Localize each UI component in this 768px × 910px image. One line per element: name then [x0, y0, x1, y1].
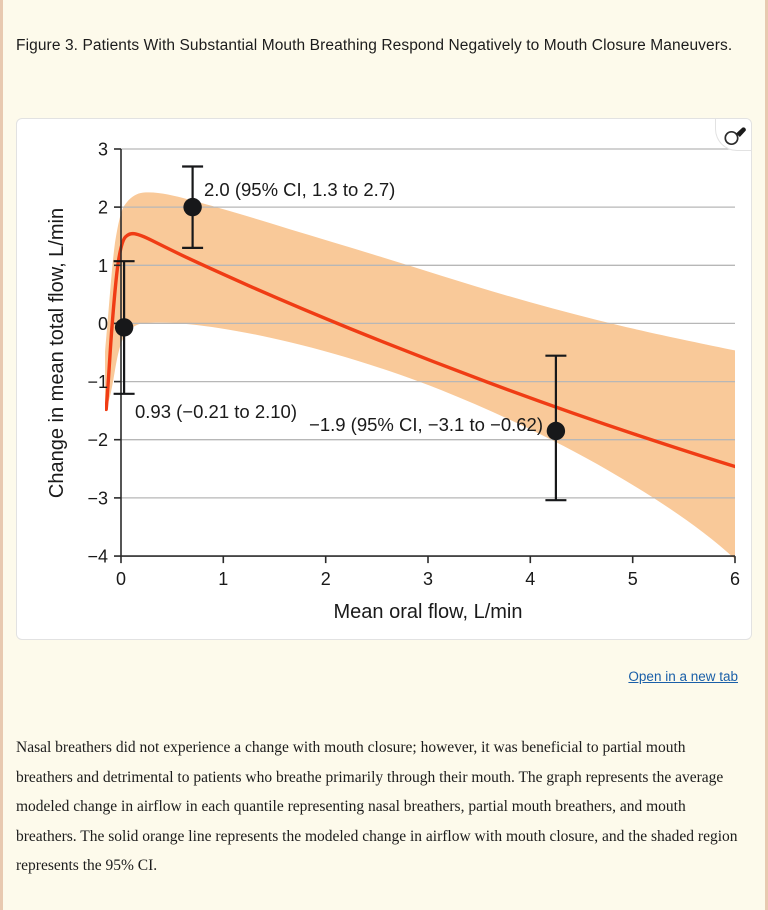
- y-axis-tick-labels: [87, 140, 108, 567]
- y-axis-title: Change in mean total flow, L/min: [46, 207, 68, 499]
- figure-title: Figure 3. Patients With Substantial Mouth Breathing Respond Negatively to Mouth Closure Maneuvers.: [16, 37, 733, 54]
- figure-chart-card: [16, 118, 752, 640]
- y-tick-label: 2: [97, 197, 108, 218]
- x-axis-ticks: [121, 556, 735, 563]
- x-tick-label: 0: [115, 569, 127, 589]
- figure-caption: Nasal breathers did not experience a change with mouth closure; however, it was beneficial to partial mouth breathers and detrimental to patients who breathe primarily through their mouth. The graph represents the average modeled change in airflow in each quantile representing nasal breathers, partial mouth breathers, and mouth breathers. The solid orange line represents the modeled change in airflow with mouth closure, and the shaded region represents the 95% CI.: [16, 739, 738, 874]
- x-tick-label: 4: [525, 569, 536, 589]
- open-in-new-tab-container: [16, 668, 738, 686]
- x-axis-title: Mean oral flow, L/min: [333, 601, 523, 623]
- x-tick-label: 1: [218, 569, 229, 589]
- page-edge-left: [0, 0, 3, 910]
- y-tick-label: −3: [87, 488, 108, 509]
- x-axis-tick-labels: [116, 569, 740, 589]
- open-in-new-tab-link[interactable]: Open in a new tab: [628, 669, 738, 684]
- x-tick-label: 6: [729, 569, 741, 589]
- y-tick-label: 1: [97, 255, 108, 276]
- point-2-label: 2.0 (95% CI, 1.3 to 2.7): [204, 179, 396, 200]
- y-tick-label: 0: [97, 313, 108, 334]
- y-tick-label: 3: [97, 139, 108, 160]
- x-tick-label: 5: [627, 569, 638, 589]
- scatter-line-plot: [17, 119, 752, 640]
- point-3-label: −1.9 (95% CI, −3.1 to −0.62): [309, 414, 543, 435]
- y-tick-label: −2: [87, 430, 108, 451]
- x-tick-label: 2: [320, 569, 331, 589]
- y-tick-label: −4: [87, 546, 108, 567]
- x-tick-label: 3: [422, 569, 434, 589]
- point-1-label: 0.93 (−0.21 to 2.10): [135, 401, 297, 422]
- y-tick-label: −1: [87, 372, 108, 393]
- magnifying-glass-icon: [722, 124, 748, 148]
